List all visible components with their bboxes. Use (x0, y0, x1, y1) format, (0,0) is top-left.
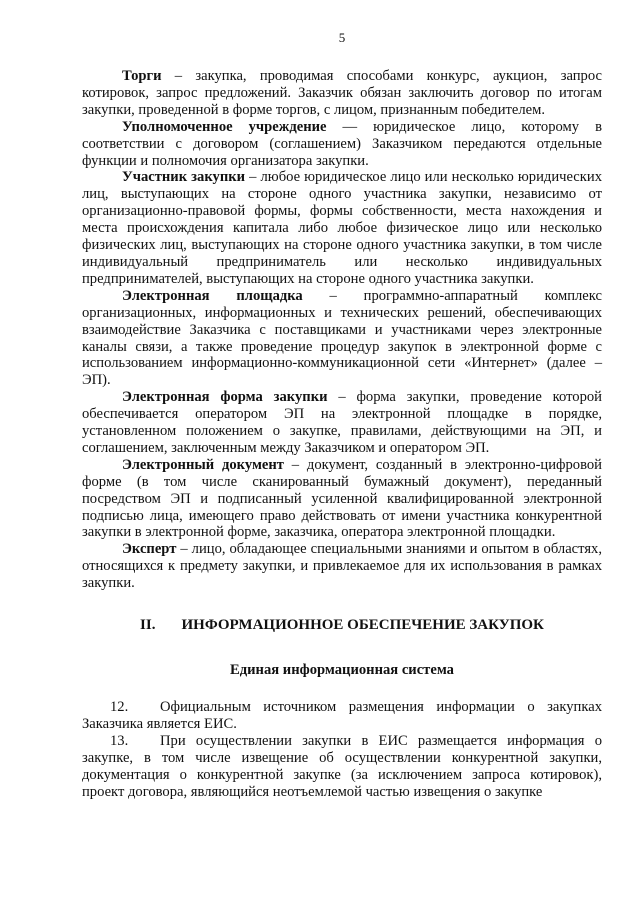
definition-torgi (82, 68, 602, 119)
definition-expert (82, 541, 602, 592)
section-number: II. (140, 617, 156, 634)
definition-term: Электронный документ (122, 456, 284, 473)
definition-authorized-institution (82, 119, 602, 170)
section-title: ИНФОРМАЦИОННОЕ ОБЕСПЕЧЕНИЕ ЗАКУПОК (181, 617, 544, 634)
numbered-paragraph (82, 699, 602, 733)
definition-text: – лицо, обладающее специальными знаниями и опытом в областях, относящихся к предмету закупки, и привлекаемое для их использования в рамках закупки. (82, 541, 602, 592)
definition-text: – программно-аппаратный комплекс организационных, информационных и технических решений, обеспечивающих взаимодействие Заказчика с поставщиками и участниками через электронные каналы связи, а также проведение процедур закупок в электронной форме с использованием информационно-коммуникационной сети «Интернет» (далее – ЭП). (82, 287, 602, 389)
paragraph-number: 12. (110, 699, 129, 716)
definition-text: – форма закупки, проведение которой обеспечивается оператором ЭП на электронной площадке в порядке, установленном положением о закупке, правилами, действующими на ЭП, и соглашением, заключенным между Заказчиком и оператором ЭП. (82, 389, 602, 456)
definition-text: — юридическое лицо, которому в соответствии с договором (соглашением) Заказчиком передаются отдельные функции и полномочия организатора закупки. (82, 118, 602, 169)
definition-electronic-procurement-form (82, 389, 602, 457)
definition-participant (82, 169, 602, 287)
section-heading (82, 616, 602, 634)
paragraph-number: 13. (110, 732, 129, 749)
paragraph-text: При осуществлении закупки в ЕИС размещается информация о закупке, в том числе извещение об осуществлении конкурентной закупки, документация о конкурентной закупке (за исключением запроса котировок), проект договора, являющийся неотъемлемой частью извещения о закупке (82, 732, 602, 800)
definition-text: – любое юридическое лицо или несколько юридических лиц, выступающих на стороне одного участника закупки, независимо от организационно-правовой формы, формы собственности, места нахождения и места происхождения капитала либо любое физическое лицо или несколько физических лиц, выступающих на стороне одного участника закупки, в том числе индивидуальный предприниматель или несколько индивидуальных предпринимателей, выступающих на стороне одного участника закупки. (82, 169, 602, 287)
paragraph-text: Официальным источником размещения информации о закупках Заказчика является ЕИС. (82, 699, 602, 732)
subsection-heading: Единая информационная система (230, 662, 454, 679)
definition-term: Эксперт (122, 541, 177, 558)
definitions-list (82, 68, 602, 592)
definition-electronic-document (82, 457, 602, 542)
numbered-paragraph (82, 733, 602, 801)
definition-term: Электронная форма закупки (122, 389, 328, 406)
document-page (82, 30, 602, 801)
definition-term: Электронная площадка (122, 287, 303, 304)
definition-text: – закупка, проводимая способами конкурс, аукцион, запрос котировок, запрос предложений. Заказчик обязан заключить договор по итогам закупки, проведенной в форме торгов, с лицом, признанным победителем. (82, 68, 602, 118)
definition-term: Уполномоченное учреждение (122, 118, 327, 135)
page-number: 5 (338, 30, 346, 45)
definition-term: Торги (122, 68, 162, 84)
definition-term: Участник закупки (122, 169, 246, 186)
numbered-paragraphs (82, 699, 602, 800)
definition-electronic-platform (82, 288, 602, 389)
definition-text: – документ, созданный в электронно-цифровой форме (в том числе сканированный бумажный документ), переданный посредством ЭП и подписанный усиленной квалифицированной электронной подписью лица, имеющего право действовать от имени участника конкурентной закупки в электронной форме, заказчика, оператора электронной площадки. (82, 456, 602, 541)
